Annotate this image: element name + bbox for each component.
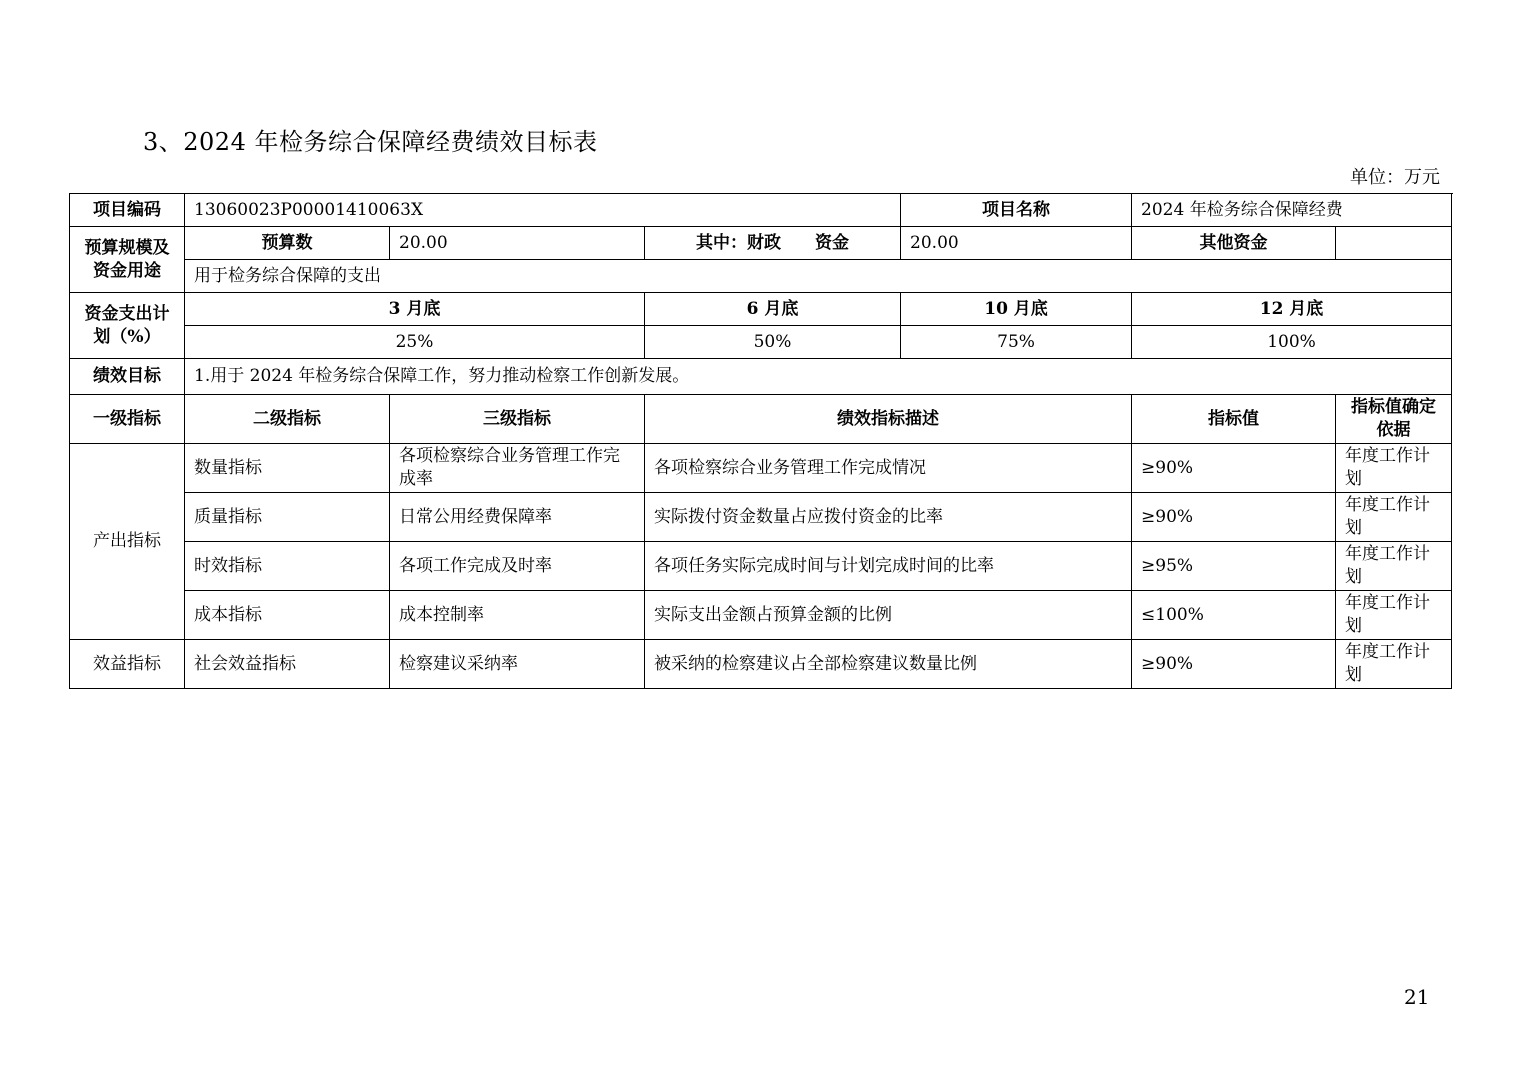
- project-code-label: 项目编码: [70, 194, 185, 227]
- plan-header: 12 月底: [1132, 293, 1452, 326]
- purpose-value: 用于检务综合保障的支出: [185, 260, 1452, 293]
- indicator-basis: 年度工作计划: [1336, 493, 1452, 542]
- performance-target-table: [69, 193, 1452, 689]
- level2-indicator: 数量指标: [185, 444, 390, 493]
- indicator-description: 各项任务实际完成时间与计划完成时间的比率: [645, 542, 1132, 591]
- indicator-basis: 年度工作计划: [1336, 640, 1452, 689]
- budget-label: 预算规模及资金用途: [70, 227, 185, 293]
- unit-label: 单位：万元: [1350, 167, 1440, 188]
- level2-indicator: 质量指标: [185, 493, 390, 542]
- table-row: [70, 591, 1452, 640]
- table-row: [70, 542, 1452, 591]
- indicator-header: 一级指标: [70, 395, 185, 444]
- indicator-value: ≥90%: [1132, 444, 1336, 493]
- table-row: [70, 493, 1452, 542]
- plan-header-row: [70, 293, 1452, 326]
- goal-text: 1.用于 2024 年检务综合保障工作，努力推动检察工作创新发展。: [185, 359, 1452, 395]
- goal-row: [70, 359, 1452, 395]
- plan-label: 资金支出计划（%）: [70, 293, 185, 359]
- budget-amount-label: 预算数: [185, 227, 390, 260]
- level1-indicator: 效益指标: [70, 640, 185, 689]
- indicator-description: 各项检察综合业务管理工作完成情况: [645, 444, 1132, 493]
- project-name-value: 2024 年检务综合保障经费: [1132, 194, 1452, 227]
- indicator-header-row: [70, 395, 1452, 444]
- level2-indicator: 社会效益指标: [185, 640, 390, 689]
- table-row: [70, 444, 1452, 493]
- plan-header: 6 月底: [645, 293, 901, 326]
- indicator-value: ≤100%: [1132, 591, 1336, 640]
- indicator-description: 实际支出金额占预算金额的比例: [645, 591, 1132, 640]
- budget-row: [70, 227, 1452, 260]
- project-code-value: 13060023P00001410063X: [185, 194, 901, 227]
- budget-amount-value: 20.00: [390, 227, 645, 260]
- indicator-value: ≥90%: [1132, 493, 1336, 542]
- level3-indicator: 各项检察综合业务管理工作完成率: [390, 444, 645, 493]
- document-title: 3、2024 年检务综合保障经费绩效目标表: [143, 128, 598, 156]
- indicator-basis: 年度工作计划: [1336, 542, 1452, 591]
- plan-value-row: [70, 326, 1452, 359]
- plan-value: 50%: [645, 326, 901, 359]
- indicator-description: 实际拨付资金数量占应拨付资金的比率: [645, 493, 1132, 542]
- indicator-value: ≥90%: [1132, 640, 1336, 689]
- indicator-basis: 年度工作计划: [1336, 444, 1452, 493]
- indicator-header: 指标值: [1132, 395, 1336, 444]
- level2-indicator: 时效指标: [185, 542, 390, 591]
- other-funds-value: [1336, 227, 1452, 260]
- project-row: [70, 194, 1452, 227]
- goal-label: 绩效目标: [70, 359, 185, 395]
- plan-value: 75%: [901, 326, 1132, 359]
- purpose-row: [70, 260, 1452, 293]
- plan-value: 25%: [185, 326, 645, 359]
- table-row: [70, 640, 1452, 689]
- level3-indicator: 成本控制率: [390, 591, 645, 640]
- indicator-value: ≥95%: [1132, 542, 1336, 591]
- project-name-label: 项目名称: [901, 194, 1132, 227]
- level3-indicator: 检察建议采纳率: [390, 640, 645, 689]
- indicator-description: 被采纳的检察建议占全部检察建议数量比例: [645, 640, 1132, 689]
- fiscal-funds-value: 20.00: [901, 227, 1132, 260]
- indicator-header: 绩效指标描述: [645, 395, 1132, 444]
- indicator-header: 三级指标: [390, 395, 645, 444]
- indicator-header: 二级指标: [185, 395, 390, 444]
- level1-indicator: 产出指标: [70, 444, 185, 640]
- plan-header: 10 月底: [901, 293, 1132, 326]
- indicator-header: 指标值确定依据: [1336, 395, 1452, 444]
- level2-indicator: 成本指标: [185, 591, 390, 640]
- indicator-basis: 年度工作计划: [1336, 591, 1452, 640]
- fiscal-funds-label: 其中：财政 资金: [645, 227, 901, 260]
- page-number: 21: [1404, 985, 1430, 1009]
- other-funds-label: 其他资金: [1132, 227, 1336, 260]
- level3-indicator: 各项工作完成及时率: [390, 542, 645, 591]
- plan-value: 100%: [1132, 326, 1452, 359]
- plan-header: 3 月底: [185, 293, 645, 326]
- level3-indicator: 日常公用经费保障率: [390, 493, 645, 542]
